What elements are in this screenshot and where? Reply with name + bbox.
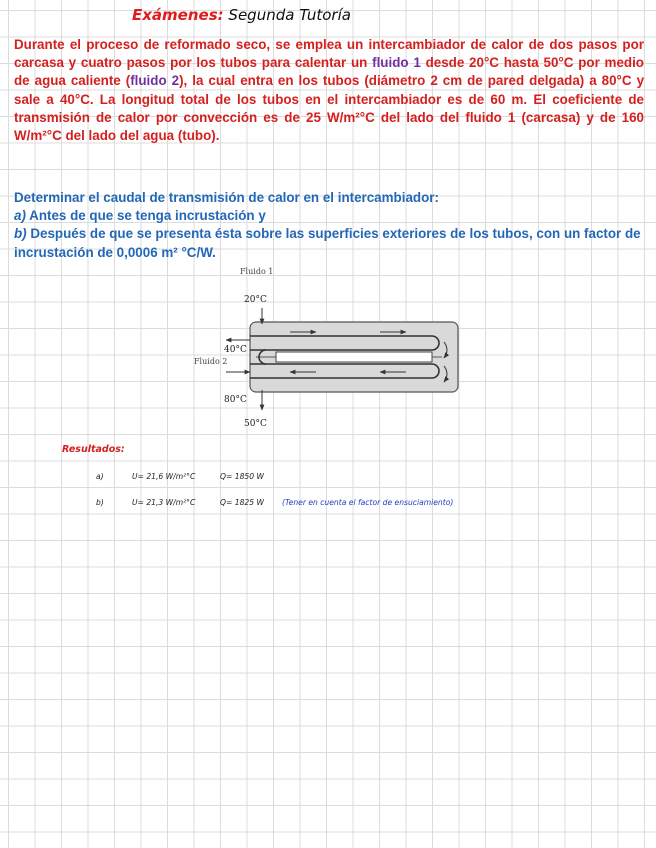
handwritten-title [132, 6, 392, 24]
result-b-note: (Tener en cuenta el factor de ensuciamiento) [282, 498, 454, 507]
label-fluid1: Fluido 1 [240, 267, 274, 276]
title-examenes: Exámenes: [132, 6, 224, 24]
label-fluid2: Fluido 2 [194, 357, 228, 366]
problem-statement [14, 36, 644, 145]
question-a-text: Antes de que se tenga incrustación y [25, 208, 266, 224]
question-b-text: Después de que se presenta ésta sobre las superficies exteriores de los tubos, con un factor de incrustación de 0,0006 m² °C/W. [14, 226, 641, 260]
heat-exchanger-diagram [190, 264, 470, 434]
question-intro: Determinar el caudal de transmisión de calor en el intercambiador: [14, 190, 439, 205]
fluid2-term: fluido 2 [130, 73, 180, 89]
result-b-u: U= 21,3 W/m²°C [132, 498, 196, 507]
inner-tube-slot [276, 352, 432, 362]
problem-text-3: ), la cual entra en los tubos (diámetro 2 cm de pared delgada) a 80°C y sale a 40°C. La longitud total de los tubos en el intercambiador es de 60 m. El coeficiente de transmisión de calor por convección es de 25 W/m²°C del lado del fluido 1 (carcasa) y de 160 W/m²°C del lado del agua (tubo). [14, 73, 645, 144]
result-a-u: U= 21,6 W/m²°C [132, 472, 196, 481]
result-a-q: Q= 1850 W [220, 472, 265, 481]
title-tutoria: Segunda Tutoría [228, 6, 351, 24]
questions-block [14, 189, 646, 262]
question-b-letter: b) [14, 226, 27, 242]
label-temp-50: 50°C [244, 419, 267, 429]
problem-text-1: Durante el proceso de reformado seco, se emplea un intercambiador de calor de dos pasos por carcasa y cuatro pasos por los tubos para calentar un [14, 37, 644, 71]
question-a-letter: a) [14, 208, 26, 224]
question-b [14, 225, 646, 261]
problem-text-2: desde 20°C hasta 50°C por medio de agua caliente ( [14, 55, 644, 89]
results-title: Resultados: [62, 444, 125, 455]
result-b-q: Q= 1825 W [220, 498, 265, 507]
fluid1-term: fluido 1 [372, 55, 421, 71]
question-a [14, 207, 646, 225]
label-temp-20: 20°C [244, 295, 267, 305]
label-temp-80: 80°C [224, 395, 247, 405]
result-a-label: a) [96, 472, 104, 481]
result-b-label: b) [96, 498, 104, 507]
label-temp-40: 40°C [224, 345, 247, 355]
